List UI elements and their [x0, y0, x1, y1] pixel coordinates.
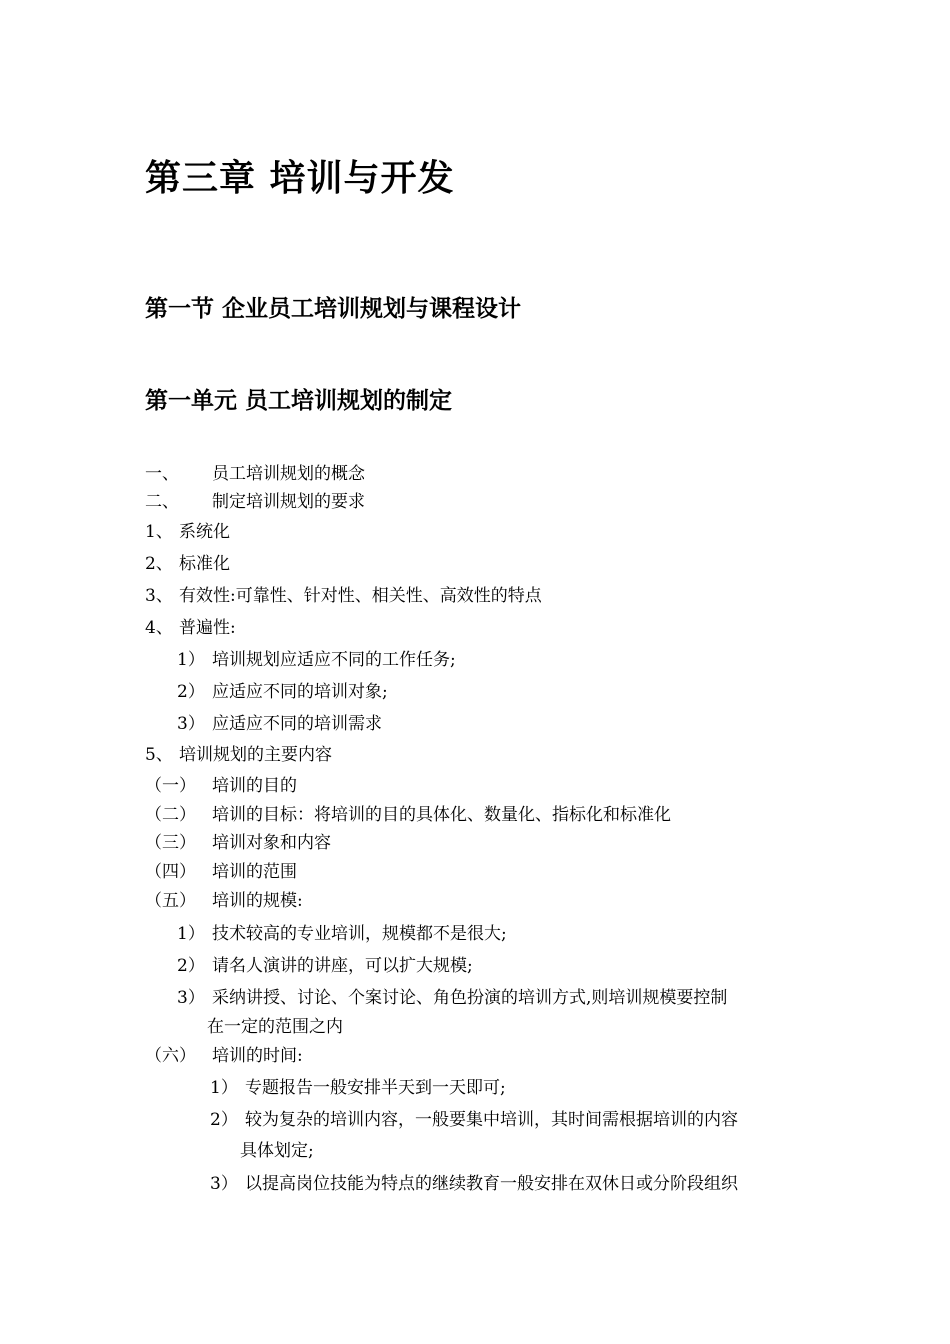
list-text: 应适应不同的培训需求 [212, 714, 382, 734]
list-text: 具体划定; [240, 1141, 314, 1161]
list-text: 以提高岗位技能为特点的继续教育一般安排在双休日或分阶段组织 [245, 1174, 738, 1194]
list-marker: （五） [145, 891, 196, 911]
list-text: 请名人演讲的讲座，可以扩大规模; [212, 956, 473, 976]
list-text: 员工培训规划的概念 [212, 464, 365, 484]
list-marker: 5、 [145, 745, 173, 765]
list-text: 培训的目标：将培训的目的具体化、数量化、指标化和标准化 [212, 805, 671, 825]
list-text: 培训的目的 [212, 776, 297, 796]
list-marker: 1） [177, 650, 205, 670]
list-marker: 2） [210, 1110, 238, 1130]
unit-title: 第一单元 员工培训规划的制定 [145, 388, 453, 414]
list-marker: 3） [177, 988, 205, 1008]
list-marker: 3） [210, 1174, 238, 1194]
list-marker: 2） [177, 956, 205, 976]
list-marker: 1） [177, 924, 205, 944]
list-text: 较为复杂的培训内容，一般要集中培训，其时间需根据培训的内容 [245, 1110, 738, 1130]
list-text: 培训规划应适应不同的工作任务; [212, 650, 456, 670]
chapter-title: 第三章 培训与开发 [145, 158, 455, 199]
list-text: 有效性:可靠性、针对性、相关性、高效性的特点 [179, 586, 542, 606]
list-text: 培训的规模: [212, 891, 303, 911]
list-text: 应适应不同的培训对象; [212, 682, 388, 702]
list-marker: （三） [145, 833, 196, 853]
list-marker: 1、 [145, 522, 173, 542]
list-text: 技术较高的专业培训，规模都不是很大; [212, 924, 507, 944]
list-marker: （二） [145, 805, 196, 825]
list-text: 系统化 [179, 522, 230, 542]
list-marker: （一） [145, 776, 196, 796]
list-marker: （六） [145, 1046, 196, 1066]
section-title: 第一节 企业员工培训规划与课程设计 [145, 296, 522, 322]
list-marker: 二、 [145, 492, 179, 512]
list-text: 采纳讲授、讨论、个案讨论、角色扮演的培训方式,则培训规模要控制 [212, 988, 728, 1008]
list-text: 在一定的范围之内 [207, 1017, 343, 1037]
list-text: 专题报告一般安排半天到一天即可; [245, 1078, 506, 1098]
list-text: 标准化 [179, 554, 230, 574]
list-text: 制定培训规划的要求 [212, 492, 365, 512]
list-marker: 2） [177, 682, 205, 702]
list-marker: 1） [210, 1078, 238, 1098]
list-text: 普遍性: [179, 618, 236, 638]
list-marker: 2、 [145, 554, 173, 574]
list-marker: 3、 [145, 586, 173, 606]
list-text: 培训规划的主要内容 [179, 745, 332, 765]
list-marker: 3） [177, 714, 205, 734]
list-text: 培训的范围 [212, 862, 297, 882]
list-marker: 一、 [145, 464, 179, 484]
list-marker: 4、 [145, 618, 173, 638]
list-text: 培训的时间: [212, 1046, 303, 1066]
list-marker: （四） [145, 862, 196, 882]
list-text: 培训对象和内容 [212, 833, 331, 853]
